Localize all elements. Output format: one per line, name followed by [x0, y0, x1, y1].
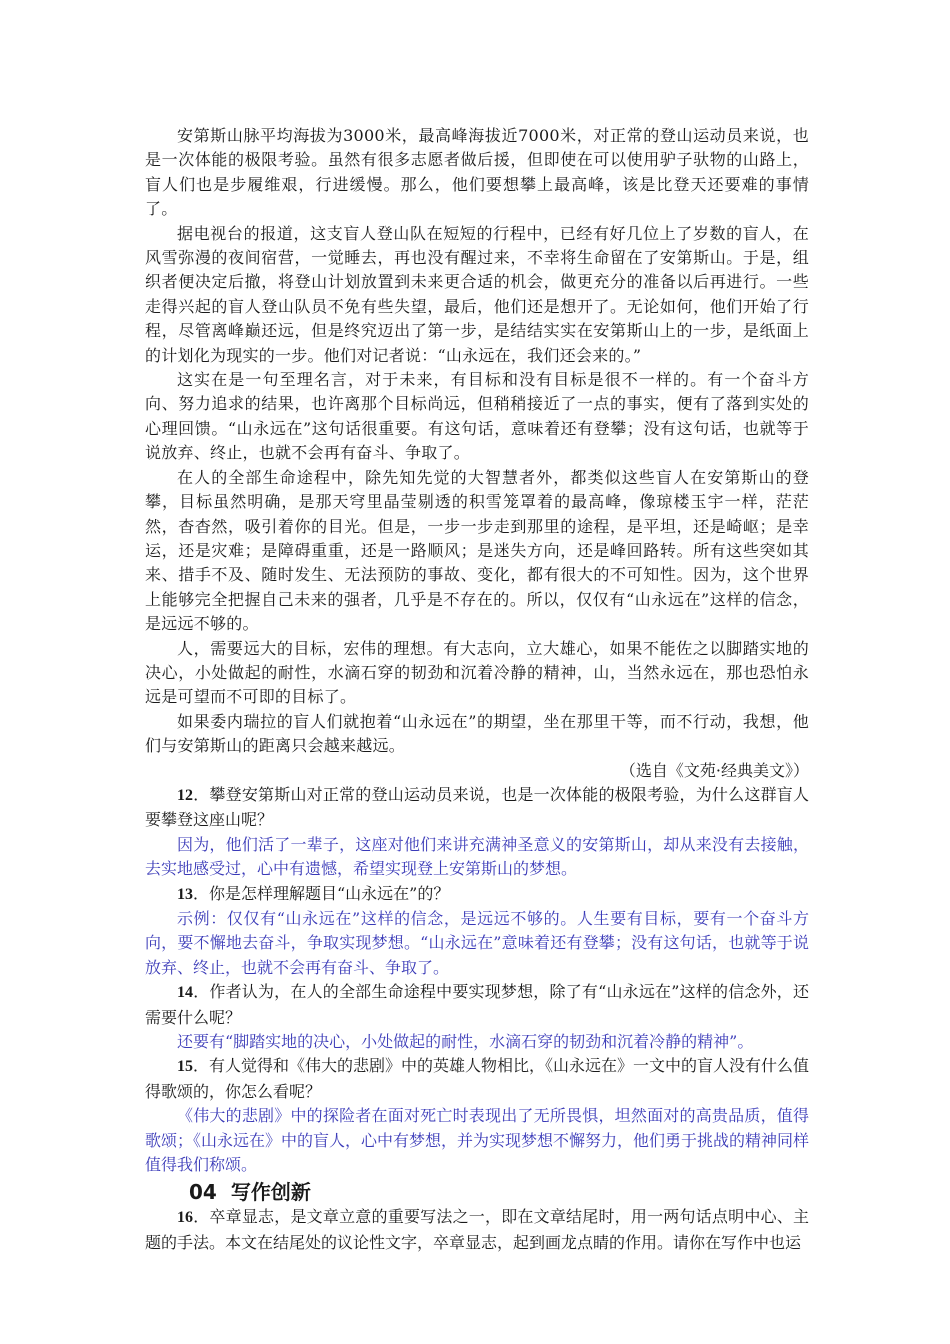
question-item: [145, 1054, 809, 1177]
question-prompt: ．作者认为，在人的全部生命途程中要实现梦想，除了有“山永远在”这样的信念外，还需要什么呢？: [145, 982, 809, 1027]
question-item: [145, 980, 809, 1054]
answer-text: 因为，他们活了一辈子，这座对他们来讲充满神圣意义的安第斯山，却从来没有去接触，去实地感受过，心中有遗憾，希望实现登上安第斯山的梦想。: [145, 834, 809, 879]
article-source: （选自《文苑·经典美文》）: [619, 760, 809, 780]
section-heading: [145, 1179, 809, 1205]
question-item: [145, 882, 809, 981]
question-prompt: ．你是怎样理解题目“山永远在”的？: [193, 883, 450, 903]
article-paragraph: 在人的全部生命途程中，除先知先觉的大智慧者外，都类似这些盲人在安第斯山的登攀，目标虽然明确，是那天穹里晶莹剔透的积雪笼罩着的最高峰，像琼楼玉宇一样，茫茫然，杳杳然，吸引着你的目光。但是，一步一步走到那里的途程，是平坦，还是崎岖；是幸运，还是灾难；是障碍重重，还是一路顺风；是迷失方向，还是峰回路转。所有这些突如其来、措手不及、随时发生、无法预防的事故、变化，都有很大的不可知性。因为，这个世界上能够完全把握自己未来的强者，几乎是不存在的。所以，仅仅有“山永远在”这样的信念，是远远不够的。: [145, 467, 809, 634]
question-number: 13: [177, 885, 193, 903]
section-number: 04: [189, 1180, 217, 1205]
question-text: [145, 980, 809, 1030]
answer-text: 示例：仅仅有“山永远在”这样的信念，是远远不够的。人生要有目标，要有一个奋斗方向，要不懈地去奋斗，争取实现梦想。“山永远在”意味着还有登攀；没有这句话，也就等于说放弃、终止，也就不会再有奋斗、争取了。: [145, 909, 809, 977]
question-number: 14: [177, 984, 193, 1002]
question-prompt: ．卒章显志，是文章立意的重要写法之一，即在文章结尾时，用一两句话点明中心、主题的手法。本文在结尾处的议论性文字，卒章显志，起到画龙点睛的作用。请你在写作中也运: [145, 1207, 809, 1252]
question-text: [145, 783, 809, 833]
article-body: [145, 124, 809, 783]
article-paragraph: 安第斯山脉平均海拔为3000米，最高峰海拔近7000米，对正常的登山运动员来说，也是一次体能的极限考验。虽然有很多志愿者做后援，但即使在可以使用驴子驮物的山路上，盲人们也是步履维艰，行进缓慢。那么，他们要想攀上最高峰，该是比登天还要难的事情了。: [145, 126, 809, 219]
question-list: [145, 783, 809, 1178]
question-number: 15: [177, 1058, 193, 1076]
question-item: [145, 783, 809, 882]
question-number: 16: [177, 1209, 193, 1227]
question-prompt: ．攀登安第斯山对正常的登山运动员来说，也是一次体能的极限考验，为什么这群盲人要攀登这座山呢？: [145, 784, 809, 830]
article-paragraph: 据电视台的报道，这支盲人登山队在短短的行程中，已经有好几位上了岁数的盲人，在风雪弥漫的夜间宿营，一觉睡去，再也没有醒过来，不幸将生命留在了安第斯山。于是，组织者便决定后撤，将登山计划放置到未来更合适的机会，做更充分的准备以后再进行。一些走得兴起的盲人登山队员不免有些失望，最后，他们还是想开了。无论如何，他们开始了行程，尽管离峰巅还远，但是终究迈出了第一步，是结结实实在安第斯山上的一步，是纸面上的计划化为现实的一步。他们对记者说：“山永远在，我们还会来的。”: [145, 223, 809, 365]
document-page: [145, 124, 809, 1255]
question-number: 12: [177, 786, 193, 804]
article-paragraph: 如果委内瑞拉的盲人们就抱着“山永远在”的期望，坐在那里干等，而不行动，我想，他们与安第斯山的距离只会越来越远。: [145, 711, 809, 756]
question-text: [145, 882, 809, 907]
article-paragraph: 人，需要远大的目标，宏伟的理想。有大志向，立大雄心，如果不能佐之以脚踏实地的决心，小处做起的耐性，水滴石穿的韧劲和沉着冷静的精神，山，当然永远在，那也恐怕永远是可望而不可即的目标了。: [145, 638, 809, 707]
question-text: [145, 1054, 809, 1104]
article-paragraph: 这实在是一句至理名言，对于未来，有目标和没有目标是很不一样的。有一个奋斗方向、努力追求的结果，也许离那个目标尚远，但稍稍接近了一点的事实，便有了落到实处的心理回馈。“山永远在”这句话很重要。有这句话，意味着还有登攀；没有这句话，也就等于说放弃、终止，也就不会再有奋斗、争取了。: [145, 370, 809, 463]
section-title: 写作创新: [230, 1180, 311, 1205]
answer-text: 还要有“脚踏实地的决心，小处做起的耐性，水滴石穿的韧劲和沉着冷静的精神”。: [177, 1032, 754, 1052]
question-item: [145, 1205, 809, 1255]
answer-text: 《伟大的悲剧》中的探险者在面对死亡时表现出了无所畏惧，坦然面对的高贵品质，值得歌颂；《山永远在》中的盲人，心中有梦想，并为实现梦想不懈努力，他们勇于挑战的精神同样值得我们称颂。: [145, 1106, 810, 1175]
question-prompt: ．有人觉得和《伟大的悲剧》中的英雄人物相比，《山永远在》一文中的盲人没有什么值得歌颂的，你怎么看呢？: [145, 1056, 810, 1101]
